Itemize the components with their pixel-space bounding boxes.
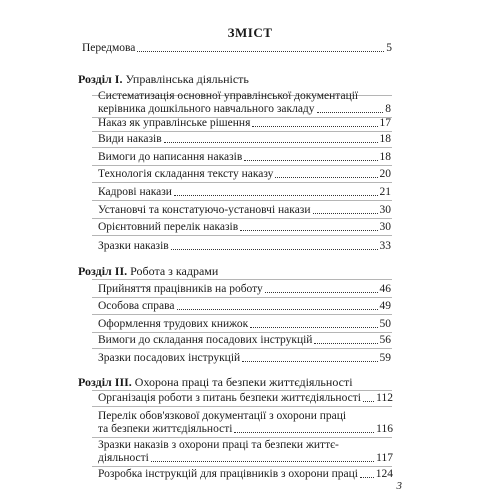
toc-entry-intro [82, 42, 392, 55]
entry-rule [92, 348, 392, 349]
dot-leader [177, 309, 378, 310]
dot-leader [360, 477, 374, 478]
dot-leader [171, 249, 378, 250]
entry-rule [92, 165, 392, 166]
entry-rule [92, 466, 392, 467]
section-heading-1: Розділ I. Управлінська діяльність [78, 72, 249, 86]
page-number: 3 [396, 480, 402, 492]
entry-rule [92, 314, 392, 315]
toc-entry-line: Перелік обов'язкової документації з охорони праці [98, 410, 347, 422]
dot-leader [137, 51, 384, 52]
toc-entry: Орієнтовний перелік наказів 30 [98, 221, 391, 233]
section-rule [92, 390, 392, 391]
toc-entry: Розробка інструкцій для працівників з охорони праці 124 [98, 468, 393, 480]
toc-entry: Оформлення трудових книжок 50 [98, 318, 391, 330]
toc-entry: Організація роботи з питань безпеки життєдіяльності 112 [98, 392, 393, 404]
dot-leader [174, 195, 378, 196]
toc-entry-page: 5 [386, 42, 392, 54]
dot-leader [313, 213, 378, 214]
toc-entry: Прийняття працівників на роботу 46 [98, 283, 391, 295]
toc-entry: Особова справа 49 [98, 300, 391, 312]
entry-rule [92, 147, 392, 148]
toc-entry: Технологія складання тексту наказу 20 [98, 168, 391, 180]
toc-entry: Вимоги до написання наказів 18 [98, 151, 391, 163]
dot-leader [164, 142, 378, 143]
dot-leader [242, 361, 377, 362]
dot-leader [314, 343, 377, 344]
dot-leader [151, 461, 374, 462]
dot-leader [244, 160, 377, 161]
entry-rule [92, 131, 392, 132]
toc-entry: керівника дошкільного навчального закладу 8 [98, 103, 391, 115]
dot-leader [234, 432, 374, 433]
entry-rule [92, 235, 392, 236]
dot-leader [240, 230, 377, 231]
entry-rule [92, 332, 392, 333]
toc-entry: Вимоги до складання посадових інструкцій 56 [98, 334, 391, 346]
entry-rule [92, 200, 392, 201]
toc-entry: діяльності 117 [98, 452, 393, 464]
toc-entry-line: Систематизація основної управлінської документації [98, 90, 359, 102]
toc-entry: Кадрові накази 21 [98, 186, 391, 198]
entry-rule [92, 182, 392, 183]
toc-entry: Наказ як управлінське рішення 17 [98, 117, 391, 129]
toc-entry: Установчі та констатуючо-установчі накази 30 [98, 204, 391, 216]
toc-entry: Зразки наказів 33 [98, 240, 391, 252]
entry-rule [92, 406, 392, 407]
entry-rule [92, 437, 392, 438]
entry-rule [92, 218, 392, 219]
dot-leader [265, 292, 378, 293]
dot-leader [250, 327, 377, 328]
dot-leader [363, 401, 374, 402]
section-heading-3: Розділ III. Охорона праці та безпеки життєдіяльності [78, 375, 353, 389]
entry-rule [92, 297, 392, 298]
toc-entry-line: Зразки наказів з охорони праці та безпеки життє- [98, 439, 339, 451]
toc-entry-label: Передмова [82, 42, 136, 54]
page-title: ЗМІСТ [227, 25, 273, 40]
section-heading-2: Розділ II. Робота з кадрами [78, 264, 219, 278]
dot-leader [275, 177, 377, 178]
section-rule [92, 279, 392, 280]
toc-entry: Види наказів 18 [98, 133, 391, 145]
dot-leader [252, 126, 377, 127]
dot-leader [317, 112, 384, 113]
toc-entry: Зразки посадових інструкцій 59 [98, 352, 391, 364]
toc-entry: та безпеки життєдіяльності 116 [98, 423, 393, 435]
